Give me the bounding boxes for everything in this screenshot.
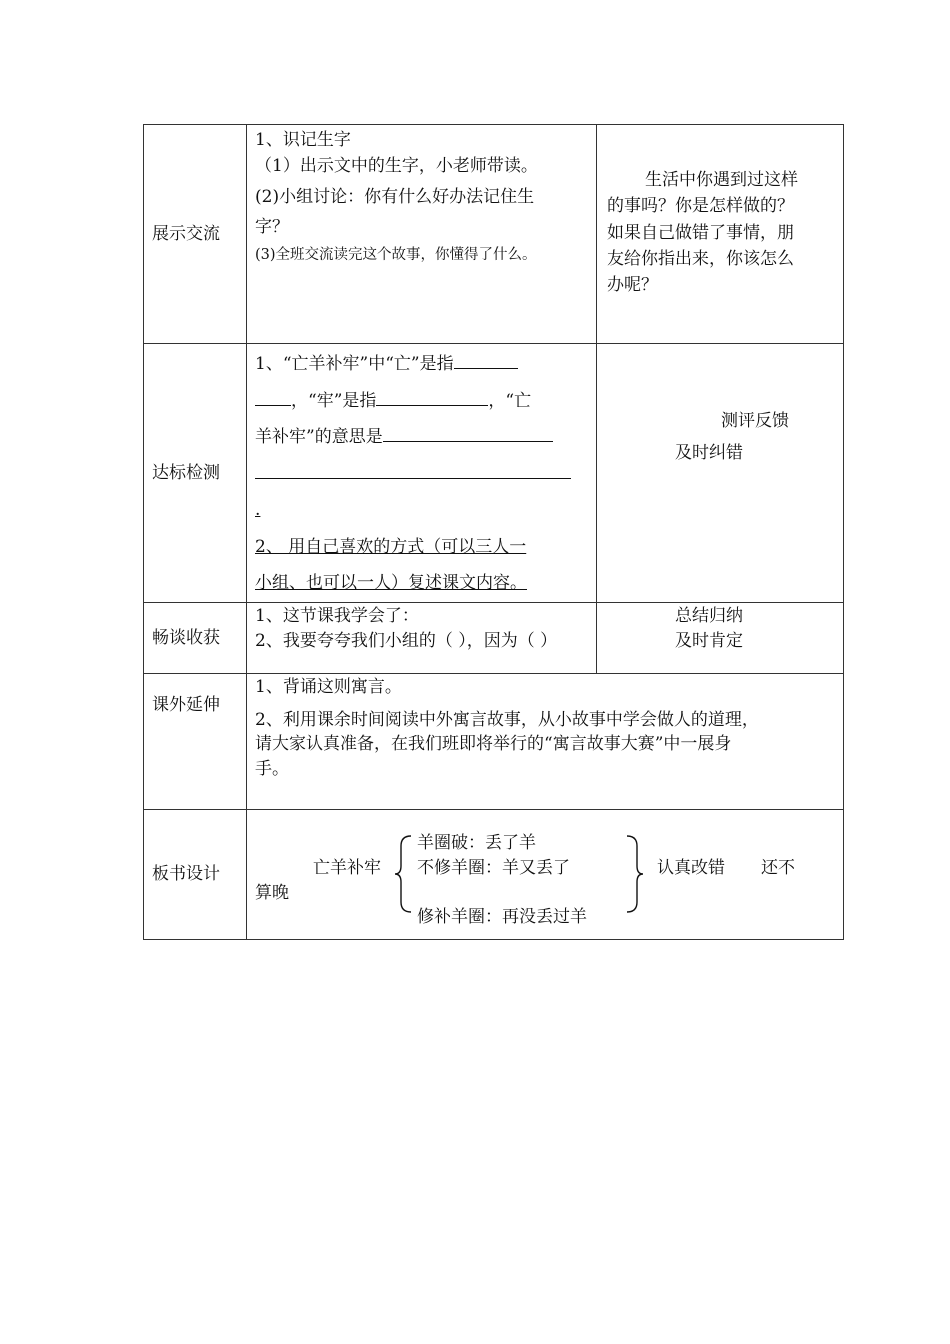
row-check [144, 344, 844, 603]
show-left-line: (2)小组讨论：你有什么好办法记住生 [255, 186, 535, 207]
row-label-show: 展示交流 [144, 125, 247, 344]
board-design [247, 810, 843, 938]
check-right-cell [597, 344, 844, 603]
board-branch: 修补羊圈：再没丢过羊 [417, 907, 587, 927]
board-branch: 不修羊圈：羊又丢了 [417, 858, 570, 878]
board-tail-1: 还不 [761, 858, 795, 878]
show-left-cell [247, 125, 597, 344]
show-right-line: 办呢？ [607, 275, 658, 296]
show-right-line: 的事吗？你是怎样做的？ [607, 196, 794, 217]
extend-line: 请大家认真准备，在我们班即将举行的“寓言故事大赛”中一展身 [255, 734, 732, 755]
check-q1a: 1、“亡羊补牢”中“亡”是指 [255, 354, 454, 374]
check-q1-line [255, 383, 590, 420]
board-title: 亡羊补牢 [313, 858, 381, 878]
check-q1-line [255, 346, 590, 383]
board-branch: 羊圈破：丢了羊 [417, 833, 536, 853]
extend-line: 手。 [255, 758, 289, 779]
check-right-line: 测评反馈 [721, 411, 789, 431]
answer-blank [255, 388, 291, 406]
row-label-gain: 畅谈收获 [144, 603, 247, 674]
board-result: 认真改错 [657, 858, 725, 878]
gain-right-line: 总结归纳 [675, 606, 743, 626]
gain-left-line: 2、我要夸夸我们小组的（ ），因为（ ） [255, 630, 558, 651]
show-left-line: 1、识记生字 [255, 130, 351, 150]
show-right-line: 生活中你遇到过这样 [645, 170, 798, 190]
check-q1b-end: ，“亡 [488, 390, 532, 411]
check-q1c: 羊补牢”的意思是 [255, 427, 383, 448]
extend-line: 1、背诵这则寓言。 [255, 677, 402, 697]
board-cell [247, 810, 844, 940]
show-right-line: 友给你指出来，你该怎么 [607, 249, 794, 270]
check-q1b-mid: ，“牢”是指 [291, 390, 377, 411]
extend-line: 2、利用课余时间阅读中外寓言故事，从小故事中学会做人的道理， [255, 709, 759, 730]
row-gain [144, 603, 844, 674]
show-left-line: （1）出示文中的生字，小老师带读。 [255, 156, 538, 177]
row-extend [144, 674, 844, 810]
gain-left-cell [247, 603, 597, 674]
right-brace-icon [623, 834, 645, 914]
board-tail-2: 算晚 [255, 883, 289, 903]
row-label-extend: 课外延伸 [144, 674, 247, 810]
row-board [144, 810, 844, 940]
check-q1-line [255, 419, 590, 456]
gain-right-line: 及时肯定 [675, 630, 743, 651]
answer-blank [255, 461, 571, 479]
show-right-line: 如果自己做错了事情，朋 [607, 222, 794, 243]
answer-blank [376, 388, 488, 406]
left-brace-icon [393, 834, 415, 914]
row-label-board: 板书设计 [144, 810, 247, 940]
show-left-line: 字？ [255, 217, 289, 238]
check-q2-line: 小组、也可以一人）复述课文内容。 [255, 573, 527, 594]
check-left-cell [247, 344, 597, 603]
show-right-cell [597, 125, 844, 344]
check-right-line: 及时纠错 [675, 443, 743, 464]
check-q1-line [255, 456, 590, 493]
row-label-check: 达标检测 [144, 344, 247, 603]
gain-right-cell [597, 603, 844, 674]
gain-left-line: 1、这节课我学会了： [255, 606, 419, 626]
check-q1-end: . [255, 500, 261, 521]
answer-blank [454, 351, 518, 369]
row-show [144, 125, 844, 344]
show-left-line: (3)全班交流读完这个故事，你懂得了什么。 [255, 247, 537, 264]
extend-cell [247, 674, 844, 810]
answer-blank [383, 424, 553, 442]
lesson-plan-table [143, 124, 844, 940]
check-q2-line: 2、 用自己喜欢的方式（可以三人一 [255, 536, 527, 557]
